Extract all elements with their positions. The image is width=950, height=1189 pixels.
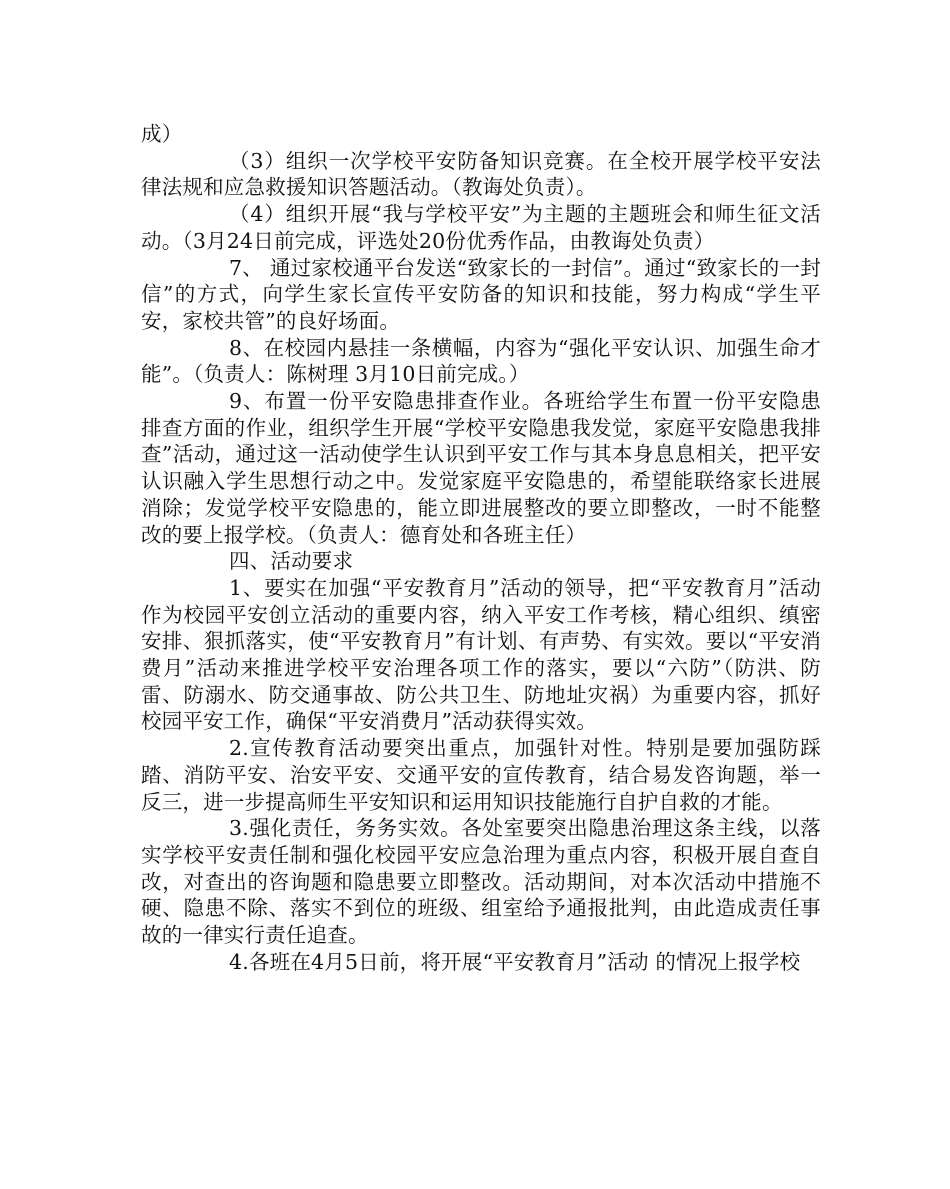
paragraph-item-4: （4）组织开展“我与学校平安”为主题的主题班会和师生征文活动。（3月24日前完成，评选处20份优秀作品，由教诲处负责） — [141, 202, 821, 253]
requirement-4: 4.各班在4月5日前，将开展“平安教育月”活动 的情况上报学校 — [229, 949, 801, 974]
document-body — [141, 121, 821, 976]
paragraph-item-7: 7、 通过家校通平台发送“致家长的一封信”。通过“致家长的一封信”的方式，向学生家长宣传平安防备的知识和技能，努力构成“学生平安，家校共管”的良好场面。 — [141, 255, 821, 333]
paragraph-item-8: 8、在校园内悬挂一条横幅，内容为“强化平安认识、加强生命才能”。（负责人：陈树理 3月10日前完成。） — [141, 335, 821, 387]
paragraph-item-9: 9、布置一份平安隐患排查作业。各班给学生布置一份平安隐患排查方面的作业，组织学生开展“学校平安隐患我发觉，家庭平安隐患我排查”活动，通过这一活动使学生认识到平安工作与其本身息息相关，把平安认识融入学生思想行动之中。发觉家庭平安隐患的，希望能联络家长进展消除；发觉学校平安隐患的，能立即进展整改的要立即整改，一时不能整改的要上报学校。（负责人：德育处和各班主任） — [141, 389, 821, 547]
requirement-1: 1、要实在加强“平安教育月”活动的领导，把“平安教育月”活动作为校园平安创立活动的重要内容，纳入平安工作考核，精心组织、缜密安排、狠抓落实，使“平安教育月”有计划、有声势、有实效。要以“平安消费月”活动来推进学校平安治理各项工作的落实，要以“六防”（防洪、防雷、防溺水、防交通事故、防公共卫生、防地址灾祸）为重要内容，抓好校园平安工作，确保“平安消费月”活动获得实效。 — [141, 575, 821, 734]
requirement-2: 2.宣传教育活动要突出重点，加强针对性。特别是要加强防踩踏、消防平安、治安平安、交通平安的宣传教育，结合易发咨询题，举一反三，进一步提高师生平安知识和运用知识技能施行自护自救的才能。 — [141, 736, 821, 814]
paragraph-continuation: 成） — [141, 122, 183, 146]
paragraph-item-3: （3）组织一次学校平安防备知识竞赛。在全校开展学校平安法律法规和应急救援知识答题活动。（教诲处负责）。 — [141, 148, 821, 200]
requirement-3: 3.强化责任，务务实效。各处室要突出隐患治理这条主线，以落实学校平安责任制和强化校园平安应急治理为重点内容，积极开展自查自改，对查出的咨询题和隐患要立即整改。活动期间，对本次活动中措施不硬、隐患不除、落实不到位的班级、组室给予通报批判，由此造成责任事故的一律实行责任追查。 — [141, 816, 821, 948]
section-heading-requirements: 四、活动要求 — [229, 549, 354, 574]
